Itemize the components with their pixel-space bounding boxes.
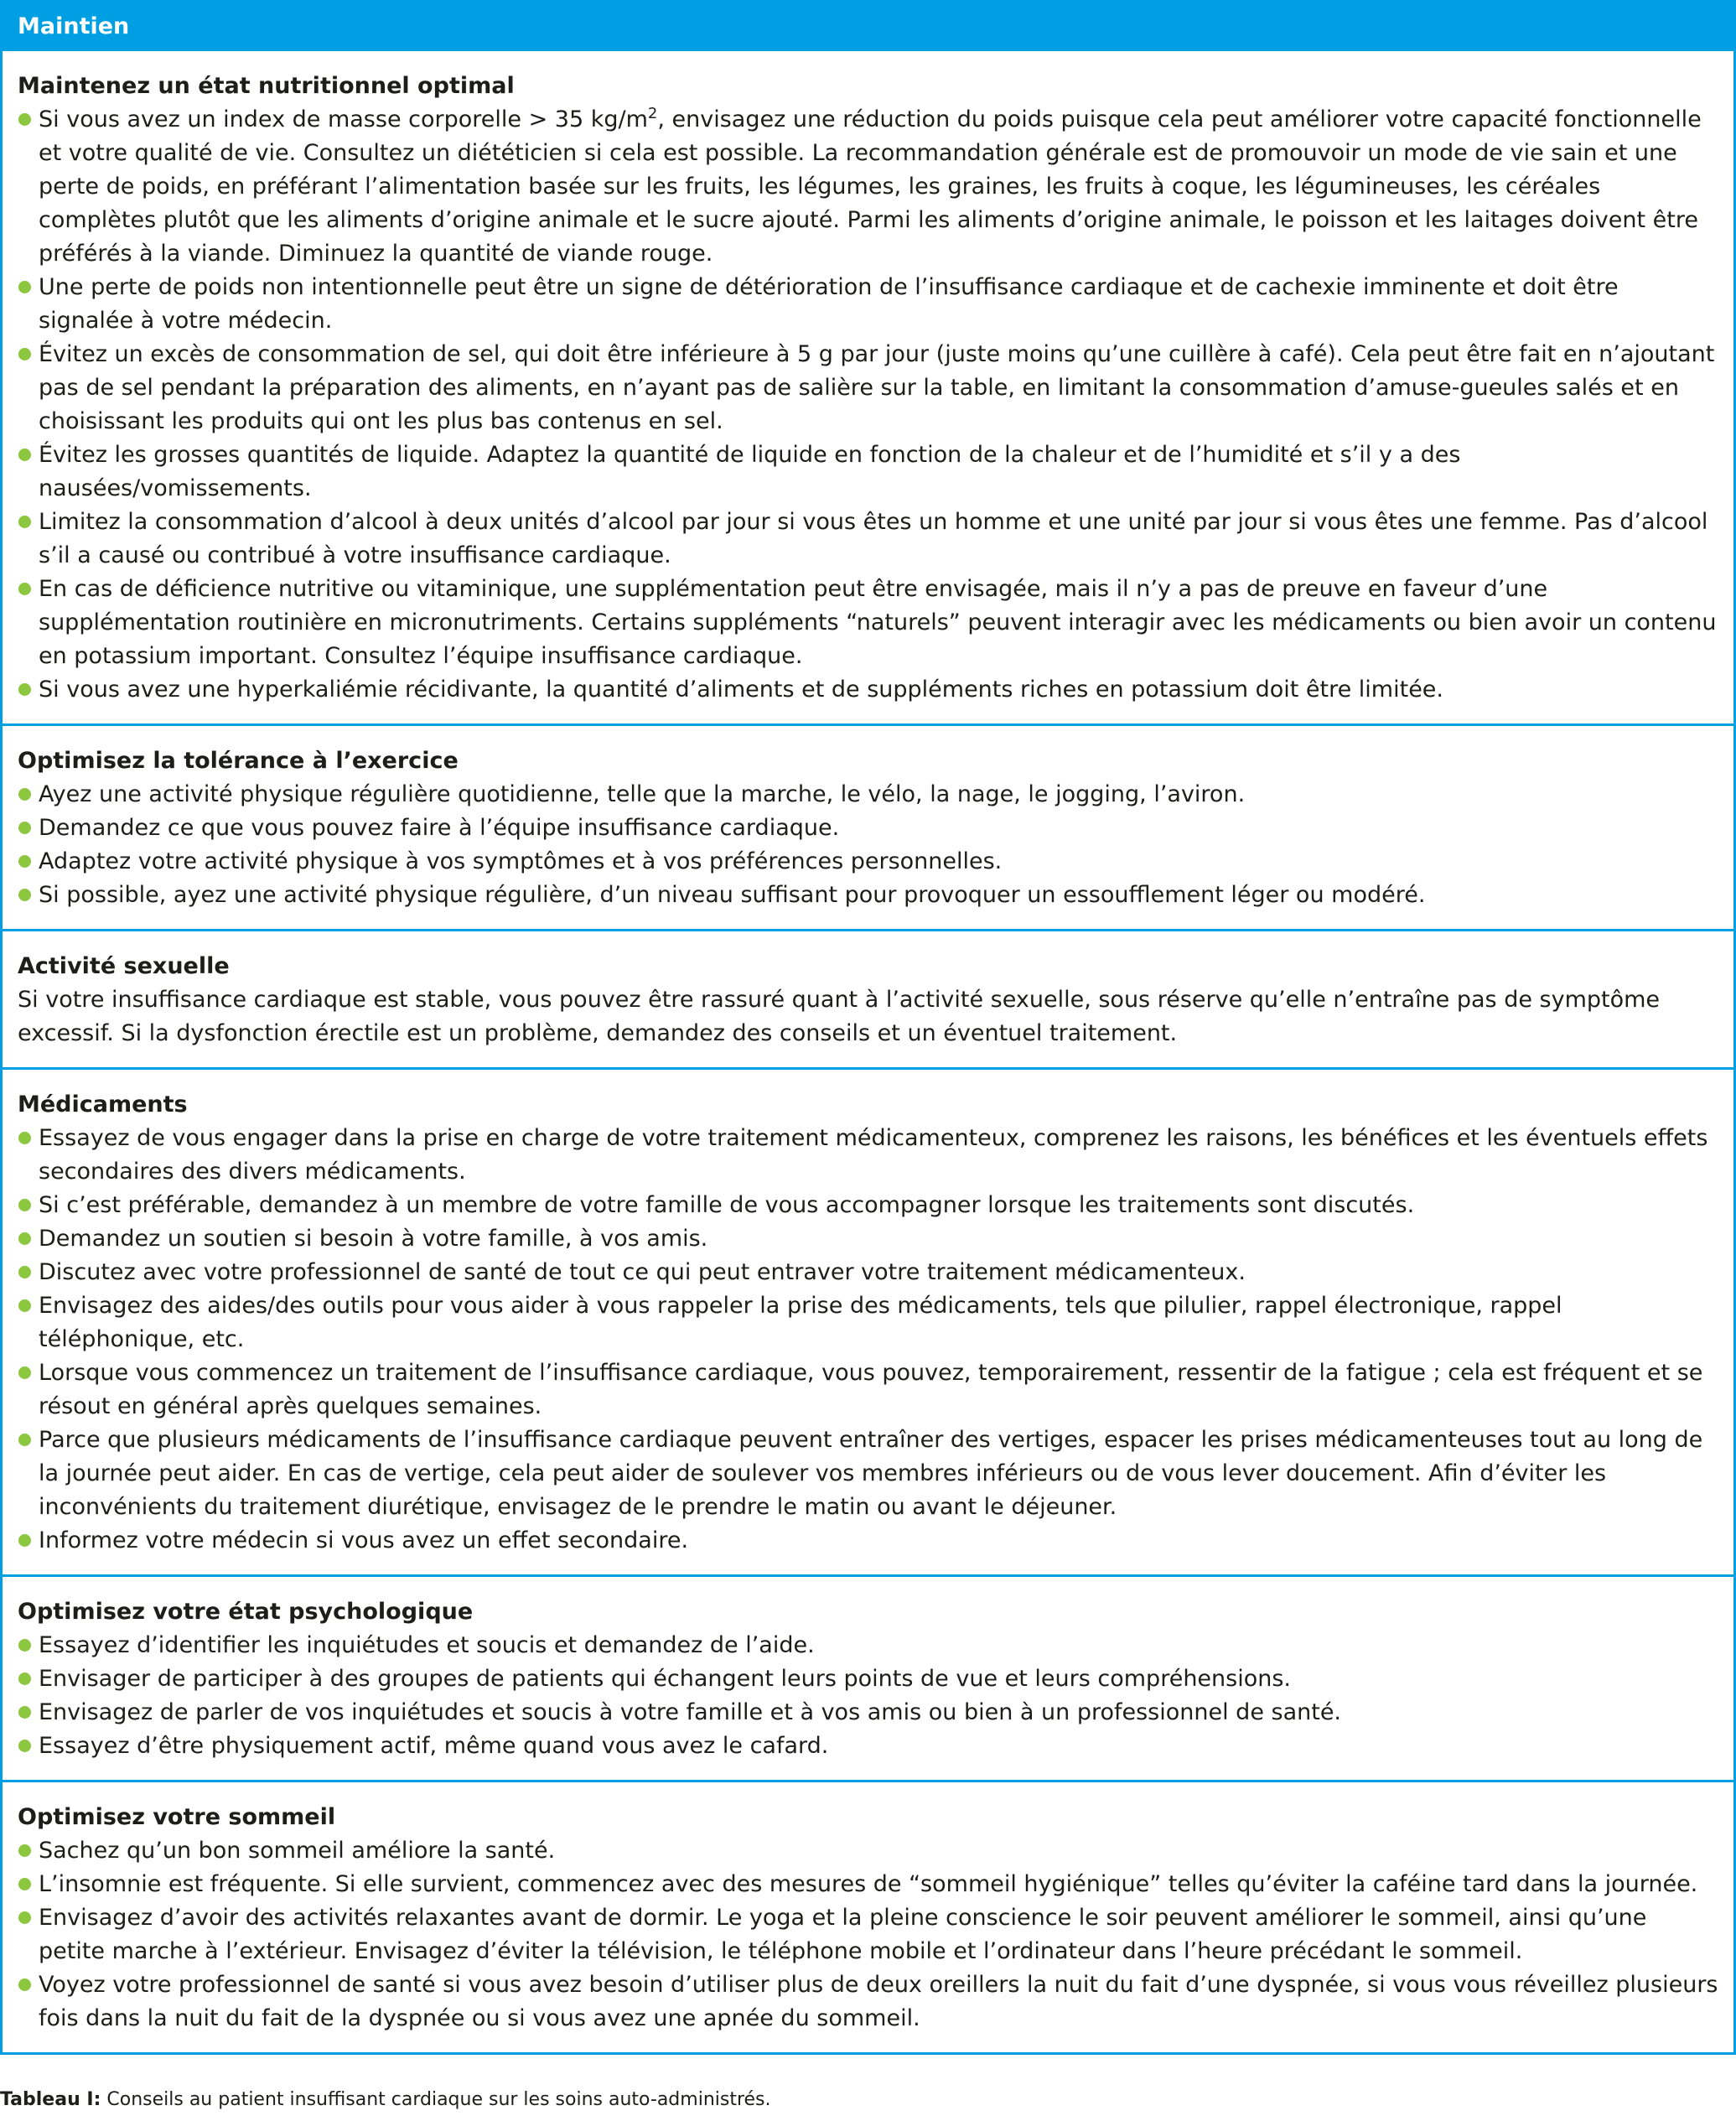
bullet-dot-icon [18, 1366, 31, 1379]
bullet-text: Ayez une activité physique régulière quotidienne, telle que la marche, le vélo, la nage, le jogging, l’aviron. [39, 781, 1246, 807]
bullet-text: Évitez les grosses quantités de liquide. Adaptez la quantité de liquide en fonction de la chaleur et de l’humidité et s’il y a des nausées/vomissements. [39, 442, 1461, 501]
bullet-item [18, 1424, 1718, 1524]
bullet-item [18, 1968, 1718, 2035]
table-body [3, 51, 1733, 2055]
bullet-item [18, 103, 1718, 271]
bullet-text: En cas de déficience nutritive ou vitaminique, une supplémentation peut être envisagée, mais il n’y a pas de preuve en faveur d’une supplémentation routinière en micronutriments. Certains suppléments “naturels” peuvent interagir avec les médicaments ou bien avoir un contenu en potassium important. Consultez l’équipe insuffisance cardiaque. [39, 576, 1717, 669]
bullet-dot-icon [18, 516, 31, 528]
bullet-text: Essayez de vous engager dans la prise en charge de votre traitement médicamenteux, comprenez les raisons, les bénéfices et les éventuels effets secondaires des divers médicaments. [39, 1125, 1708, 1185]
bullet-text: Voyez votre professionnel de santé si vous avez besoin d’utiliser plus de deux oreillers la nuit du fait d’une dyspnée, si vous vous réveillez plusieurs fois dans la nuit du fait de la dyspnée ou si vous avez une apnée du sommeil. [39, 1972, 1718, 2031]
table-section [3, 1577, 1733, 1782]
bullet-item [18, 338, 1718, 438]
bullet-text: Lorsque vous commencez un traitement de l’insuffisance cardiaque, vous pouvez, temporairement, ressentir de la fatigue ; cela est fréquent et se résout en général après quelques semaines. [39, 1360, 1703, 1419]
bullet-text: Envisagez d’avoir des activités relaxantes avant de dormir. Le yoga et la pleine conscience le soir peuvent améliorer le sommeil, ainsi qu’une petite marche à l’extérieur. Envisagez d’éviter la télévision, le téléphone mobile et l’ordinateur dans l’heure précédant le sommeil. [39, 1905, 1647, 1964]
bullet-item [18, 812, 1718, 845]
bullet-item [18, 778, 1718, 812]
superscript: 2 [647, 105, 658, 122]
bullet-dot-icon [18, 1706, 31, 1719]
bullet-text: Demandez un soutien si besoin à votre famille, à vos amis. [39, 1226, 708, 1252]
bullet-item [18, 1629, 1718, 1662]
bullet-text: Adaptez votre activité physique à vos symptômes et à vos préférences personnelles. [39, 848, 1003, 874]
bullet-text: Informez votre médecin si vous avez un effet secondaire. [39, 1527, 689, 1553]
table-section [3, 1782, 1733, 2055]
bullet-text: Si vous avez un index de masse corporelle > 35 kg/m [39, 106, 648, 132]
bullet-text: L’insomnie est fréquente. Si elle survient, commencez avec des mesures de “sommeil hygiénique” telles qu’éviter la caféine tard dans la journée. [39, 1871, 1698, 1897]
bullet-text: Si possible, ayez une activité physique régulière, d’un niveau suffisant pour provoquer un essoufflement léger ou modéré. [39, 882, 1426, 908]
caption-text: Conseils au patient insuffisant cardiaque sur les soins auto-administrés. [101, 2089, 771, 2110]
bullet-list [18, 1629, 1718, 1763]
bullet-item [18, 1256, 1718, 1289]
bullet-dot-icon [18, 1534, 31, 1547]
bullet-item [18, 506, 1718, 573]
section-title: Optimisez votre état psychologique [18, 1599, 474, 1625]
bullet-dot-icon [18, 1978, 31, 1991]
bullet-item [18, 1289, 1718, 1356]
section-title: Optimisez la tolérance à l’exercice [18, 748, 459, 774]
bullet-text: Discutez avec votre professionnel de santé de tout ce qui peut entraver votre traitement médicamenteux. [39, 1259, 1246, 1285]
bullet-item [18, 1122, 1718, 1189]
bullet-text: Envisagez des aides/des outils pour vous aider à vous rappeler la prise des médicaments, tels que pilulier, rappel électronique, rappel téléphonique, etc. [39, 1293, 1562, 1352]
bullet-text: Parce que plusieurs médicaments de l’insuffisance cardiaque peuvent entraîner des vertiges, espacer les prises médicamenteuses tout au long de la journée peut aider. En cas de vertige, cela peut aider de soulever vos membres inférieurs ou de vous lever doucement. Afin d’éviter les inconvénients du traitement diurétique, envisagez de le prendre le matin ou avant le déjeuner. [39, 1427, 1703, 1520]
bullet-dot-icon [18, 788, 31, 801]
bullet-item [18, 879, 1718, 912]
bullet-item [18, 845, 1718, 879]
bullet-dot-icon [18, 1299, 31, 1312]
caption-label: Tableau I: [0, 2089, 101, 2110]
bullet-text: Envisagez de parler de vos inquiétudes et soucis à votre famille et à vos amis ou bien à un professionnel de santé. [39, 1699, 1342, 1725]
bullet-dot-icon [18, 1844, 31, 1857]
bullet-dot-icon [18, 1434, 31, 1446]
section-title: Médicaments [18, 1092, 188, 1118]
bullet-dot-icon [18, 1740, 31, 1752]
table-caption [0, 2087, 771, 2113]
bullet-list [18, 1122, 1718, 1558]
bullet-text: Évitez un excès de consommation de sel, qui doit être inférieure à 5 g par jour (juste moins qu’une cuillère à café). Cela peut être fait en n’ajoutant pas de sel pendant la préparation des aliments, en n’ayant pas de salière sur la table, en limitant la consommation d’amuse-gueules salés et en choisissant les produits qui ont les plus bas contenus en sel. [39, 341, 1715, 434]
section-title: Optimisez votre sommeil [18, 1804, 336, 1830]
bullet-text: Demandez ce que vous pouvez faire à l’équipe insuffisance cardiaque. [39, 815, 840, 841]
section-title: Activité sexuelle [18, 953, 230, 979]
bullet-item [18, 1834, 1718, 1868]
bullet-list [18, 103, 1718, 707]
bullet-item [18, 1696, 1718, 1729]
bullet-text: Une perte de poids non intentionnelle peut être un signe de détérioration de l’insuffisance cardiaque et de cachexie imminente et doit être signalée à votre médecin. [39, 274, 1619, 334]
table-section [3, 931, 1733, 1070]
bullet-dot-icon [18, 889, 31, 901]
bullet-item [18, 1222, 1718, 1256]
bullet-dot-icon [18, 1911, 31, 1924]
bullet-item [18, 673, 1718, 707]
bullet-list [18, 1834, 1718, 2035]
bullet-dot-icon [18, 113, 31, 126]
bullet-text: Essayez d’être physiquement actif, même quand vous avez le cafard. [39, 1733, 829, 1759]
bullet-item [18, 1729, 1718, 1763]
bullet-item [18, 438, 1718, 506]
bullet-dot-icon [18, 1266, 31, 1278]
bullet-text: Essayez d’identifier les inquiétudes et soucis et demandez de l’aide. [39, 1632, 815, 1658]
section-title: Maintenez un état nutritionnel optimal [18, 73, 515, 99]
bullet-text: , envisagez une réduction du poids puisque cela peut améliorer votre capacité fonctionnelle et votre qualité de vie. Consultez un diététicien si cela est possible. La recommandation générale est de promouvoir un mode de vie sain et une perte de poids, en préférant l’alimentation basée sur les fruits, les légumes, les graines, les fruits à coque, les légumineuses, les céréales complètes plutôt que les aliments d’origine animale et le sucre ajouté. Parmi les aliments d’origine animale, le poisson et les laitages doivent être préférés à la viande. Diminuez la quantité de viande rouge. [39, 106, 1702, 267]
bullet-item [18, 1868, 1718, 1901]
bullet-text: Envisager de participer à des groupes de patients qui échangent leurs points de vue et leurs compréhensions. [39, 1666, 1292, 1692]
bullet-dot-icon [18, 1639, 31, 1652]
table-section [3, 51, 1733, 726]
bullet-dot-icon [18, 822, 31, 834]
bullet-dot-icon [18, 1672, 31, 1685]
bullet-text: Sachez qu’un bon sommeil améliore la santé. [39, 1838, 556, 1864]
bullet-dot-icon [18, 281, 31, 293]
bullet-item [18, 1901, 1718, 1968]
bullet-item [18, 1662, 1718, 1696]
bullet-dot-icon [18, 1232, 31, 1245]
bullet-dot-icon [18, 449, 31, 461]
table-section [3, 1070, 1733, 1577]
bullet-list [18, 778, 1718, 912]
bullet-dot-icon [18, 1199, 31, 1211]
bullet-text: Limitez la consommation d’alcool à deux unités d’alcool par jour si vous êtes un homme et une unité par jour si vous êtes une femme. Pas d’alcool s’il a causé ou contribué à votre insuffisance cardiaque. [39, 509, 1708, 568]
bullet-item [18, 271, 1718, 338]
bullet-item [18, 1189, 1718, 1222]
table-header: Maintien [3, 3, 1733, 51]
bullet-dot-icon [18, 583, 31, 595]
section-paragraph: Si votre insuffisance cardiaque est stable, vous pouvez être rassuré quant à l’activité sexuelle, sous réserve qu’elle n’entraîne pas de symptôme excessif. Si la dysfonction érectile est un problème, demandez des conseils et un éventuel traitement. [18, 987, 1661, 1046]
bullet-dot-icon [18, 683, 31, 696]
bullet-text: Si vous avez une hyperkaliémie récidivante, la quantité d’aliments et de suppléments riches en potassium doit être limitée. [39, 677, 1444, 703]
bullet-item [18, 1524, 1718, 1558]
bullet-dot-icon [18, 348, 31, 360]
bullet-dot-icon [18, 1878, 31, 1890]
bullet-item [18, 573, 1718, 673]
bullet-dot-icon [18, 855, 31, 868]
bullet-text: Si c’est préférable, demandez à un membre de votre famille de vous accompagner lorsque les traitements sont discutés. [39, 1192, 1415, 1218]
table-section [3, 726, 1733, 931]
bullet-item [18, 1356, 1718, 1424]
bullet-dot-icon [18, 1132, 31, 1144]
